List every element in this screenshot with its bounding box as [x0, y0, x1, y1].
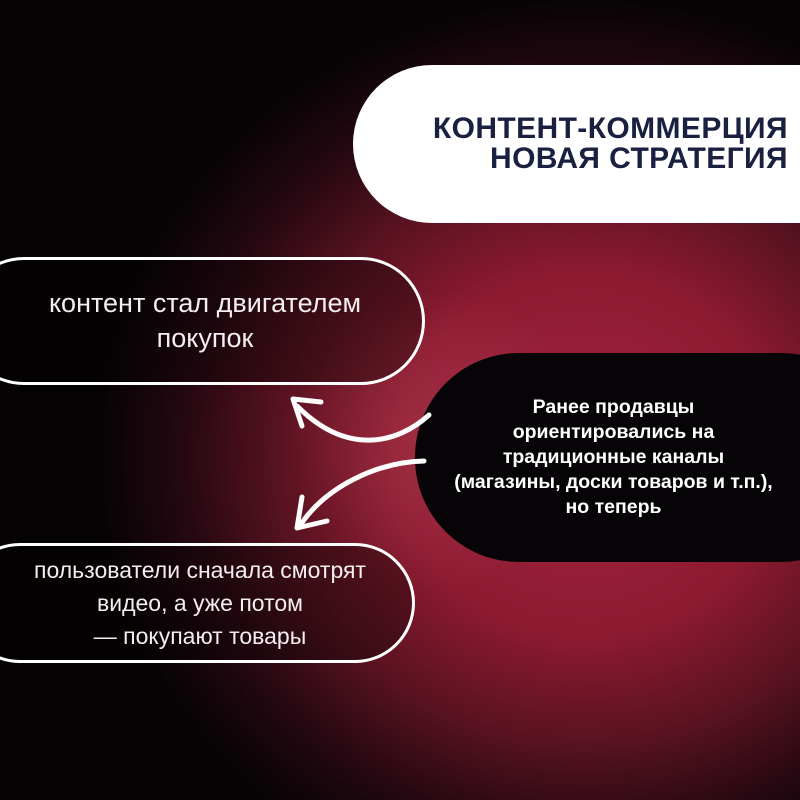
reason-card-text — [437, 395, 790, 520]
title-line-2: НОВАЯ СТРАТЕГИЯ — [490, 142, 788, 175]
pill-top-line-2: покупок — [156, 323, 254, 353]
title-line-1: КОНТЕНТ-КОММЕРЦИЯ — [432, 112, 788, 145]
pill-bottom-line-3: — покупают товары — [93, 622, 307, 649]
reason-line-1: Ранее продавцы — [532, 396, 695, 418]
pill-top-line-1: контент стал двигателем — [48, 288, 362, 318]
pill-bottom-line-1: пользователи сначала смотрят — [34, 556, 366, 583]
slide-title — [433, 114, 800, 174]
pill-users-watch-first — [0, 543, 415, 663]
curved-arrow-down-left-icon — [297, 461, 424, 528]
reason-line-3: традиционные каналы — [502, 446, 725, 468]
title-card — [353, 65, 800, 223]
reason-card — [415, 353, 800, 562]
reason-line-5: но теперь — [565, 496, 662, 518]
pill-bottom-line-2: видео, а уже потом — [97, 589, 303, 616]
pill-content-driver-text — [0, 286, 391, 356]
pill-content-driver — [0, 257, 425, 385]
curved-arrow-up-left-icon — [293, 399, 429, 440]
reason-line-2: ориентировались на — [512, 421, 715, 443]
reason-line-4: (магазины, доски товаров и т.п.), — [454, 471, 773, 493]
pill-users-watch-first-text — [0, 554, 396, 653]
